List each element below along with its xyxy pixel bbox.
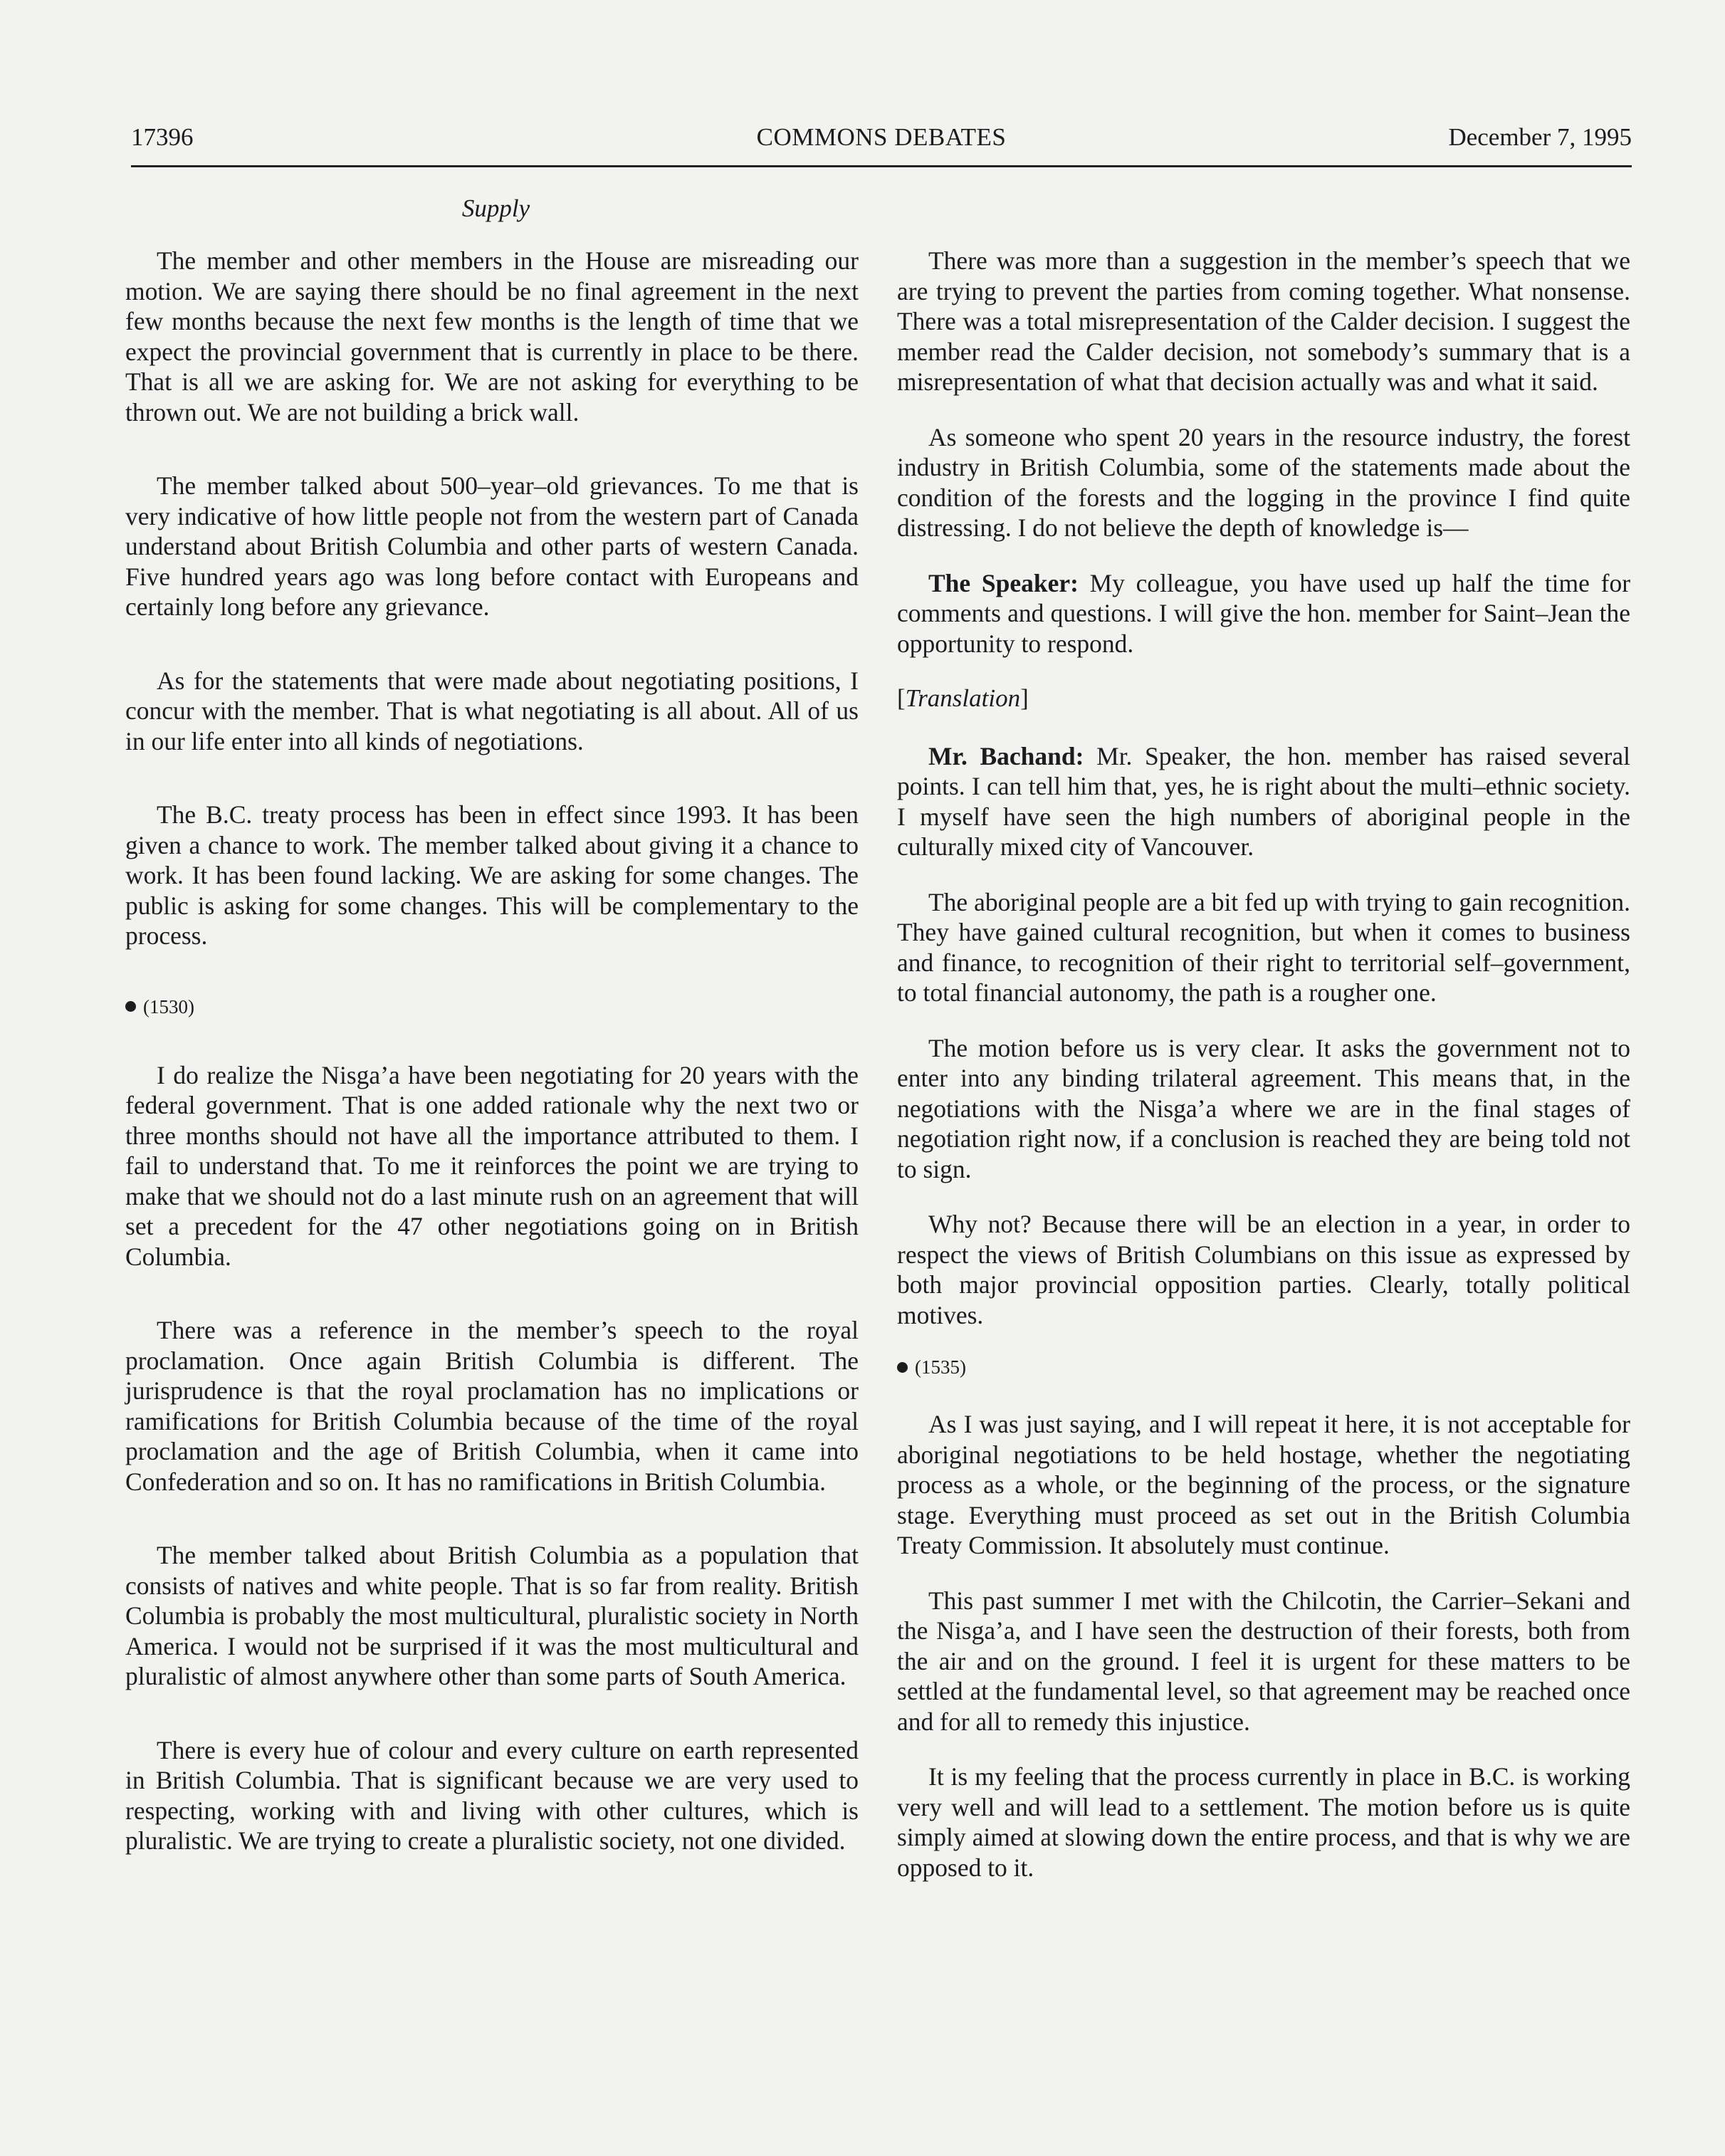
header-rule	[131, 165, 1632, 167]
paragraph: The B.C. treaty process has been in effect since 1993. It has been given a chance to work. The member talked about giving it a chance to work. It has been found lacking. We are asking for some changes. The public is asking for some changes. This will be complementary to the process.	[125, 800, 859, 950]
speech-paragraph	[897, 568, 1630, 659]
paragraph: As for the statements that were made about negotiating positions, I concur with the member. That is what negotiating is all about. All of us in our life enter into all kinds of negotiations.	[125, 666, 859, 755]
bullet-icon	[125, 1001, 136, 1012]
left-column	[125, 246, 859, 1900]
publication-date: December 7, 1995	[1448, 123, 1632, 151]
translation-tag: [Translation]	[897, 684, 1029, 712]
speech-text: Mr. Speaker, the hon. member has raised several points. I can tell him that, yes, he is right about the multi–ethnic society. I myself have seen the high numbers of aboriginal people in the culturally mixed city of Vancouver.	[897, 741, 1630, 861]
paragraph: It is my feeling that the process currently in place in B.C. is working very well and will lead to a settlement. The motion before us is quite simply aimed at slowing down the entire process, and that is why we are opposed to it.	[897, 1762, 1630, 1882]
page-header	[131, 123, 1632, 160]
paragraph: I do realize the Nisga’a have been negotiating for 20 years with the federal government. That is one added rationale why the next two or three months should not have all the importance attributed to them. I fail to understand that. To me it reinforces the point we are trying to make that we should not do a last minute rush on an agreement that will set a precedent for the 47 other negotiations going on in British Columbia.	[125, 1060, 859, 1271]
speech-text: My colleague, you have used up half the time for comments and questions. I will give the hon. member for Saint–Jean the opportunity to respond.	[897, 568, 1631, 658]
paragraph: The aboriginal people are a bit fed up with trying to gain recognition. They have gained cultural recognition, but when it comes to business and finance, to recognition of their right to territorial self–government, to total financial autonomy, the path is a rougher one.	[897, 887, 1630, 1007]
paragraph: There was more than a suggestion in the member’s speech that we are trying to prevent the parties from coming together. What nonsense. There was a total misrepresentation of the Calder decision. I suggest the member read the Calder decision, not somebody’s summary that is a misrepresentation of what that decision actually was and what it said.	[897, 246, 1630, 396]
right-column	[897, 246, 1630, 1908]
paragraph: This past summer I met with the Chilcotin, the Carrier–Sekani and the Nisga’a, and I have seen the destruction of their forests, both from the air and on the ground. I feel it is urgent for these matters to be settled at the fundamental level, so that agreement may be reached once and for all to remedy this injustice.	[897, 1586, 1630, 1736]
paragraph: As I was just saying, and I will repeat it here, it is not acceptable for aboriginal negotiations to be held hostage, whether the negotiating process as a whole, or the beginning of the process, or the signature stage. Everything must proceed as set out in the British Columbia Treaty Commission. It absolutely must continue.	[897, 1410, 1630, 1559]
time-marker	[125, 995, 859, 1019]
time-marker	[897, 1355, 1630, 1379]
speaker-name: The Speaker:	[928, 568, 1079, 597]
publication-title: COMMONS DEBATES	[756, 123, 1007, 151]
bullet-icon	[897, 1362, 908, 1373]
time-marker-label: (1530)	[143, 995, 194, 1017]
paragraph: As someone who spent 20 years in the resource industry, the forest industry in British Columbia, some of the statements made about the condition of the forests and the logging in the province I find quite distressing. I do not believe the depth of knowledge is—	[897, 422, 1630, 542]
translation-label: Translation	[905, 684, 1021, 712]
paragraph: There was a reference in the member’s speech to the royal proclamation. Once again British Columbia is different. The jurisprudence is that the royal proclamation has no implications or ramifications for British Columbia because of the time of the royal proclamation and the age of British Columbia, when it came into Confederation and so on. It has no ramifications in British Columbia.	[125, 1316, 859, 1496]
paragraph: Why not? Because there will be an election in a year, in order to respect the views of British Columbians on this issue as expressed by both major provincial opposition parties. Clearly, totally political motives.	[897, 1210, 1630, 1329]
page-number: 17396	[131, 123, 194, 151]
paragraph: The member and other members in the House are misreading our motion. We are saying there should be no final agreement in the next few months because the next few months is the length of time that we expect the provincial government that is currently in place to be there. That is all we are asking for. We are not asking for everything to be thrown out. We are not building a brick wall.	[125, 246, 859, 427]
speech-paragraph	[897, 741, 1630, 862]
paragraph: There is every hue of colour and every culture on earth represented in British Columbia. That is significant because we are very used to respecting, working with and living with other cultures, which is pluralistic. We are trying to create a pluralistic society, not one divided.	[125, 1735, 859, 1855]
time-marker-label: (1535)	[915, 1356, 966, 1378]
speaker-name: Mr. Bachand:	[928, 741, 1084, 770]
paragraph: The member talked about British Columbia as a population that consists of natives and white people. That is so far from reality. British Columbia is probably the most multicultural, pluralistic society in North America. I would not be surprised if it was the most multicultural and pluralistic of almost anywhere other than some parts of South America.	[125, 1541, 859, 1690]
paragraph: The member talked about 500–year–old grievances. To me that is very indicative of how little people not from the western part of Canada understand about British Columbia and other parts of western Canada. Five hundred years ago was long before contact with Europeans and certainly long before any grievance.	[125, 471, 859, 621]
paragraph: The motion before us is very clear. It asks the government not to enter into any binding trilateral agreement. This means that, in the negotiations with the Nisga’a where we are in the final stages of negotiation right now, if a conclusion is reached they are being told not to sign.	[897, 1033, 1630, 1183]
section-title: Supply	[461, 194, 530, 222]
